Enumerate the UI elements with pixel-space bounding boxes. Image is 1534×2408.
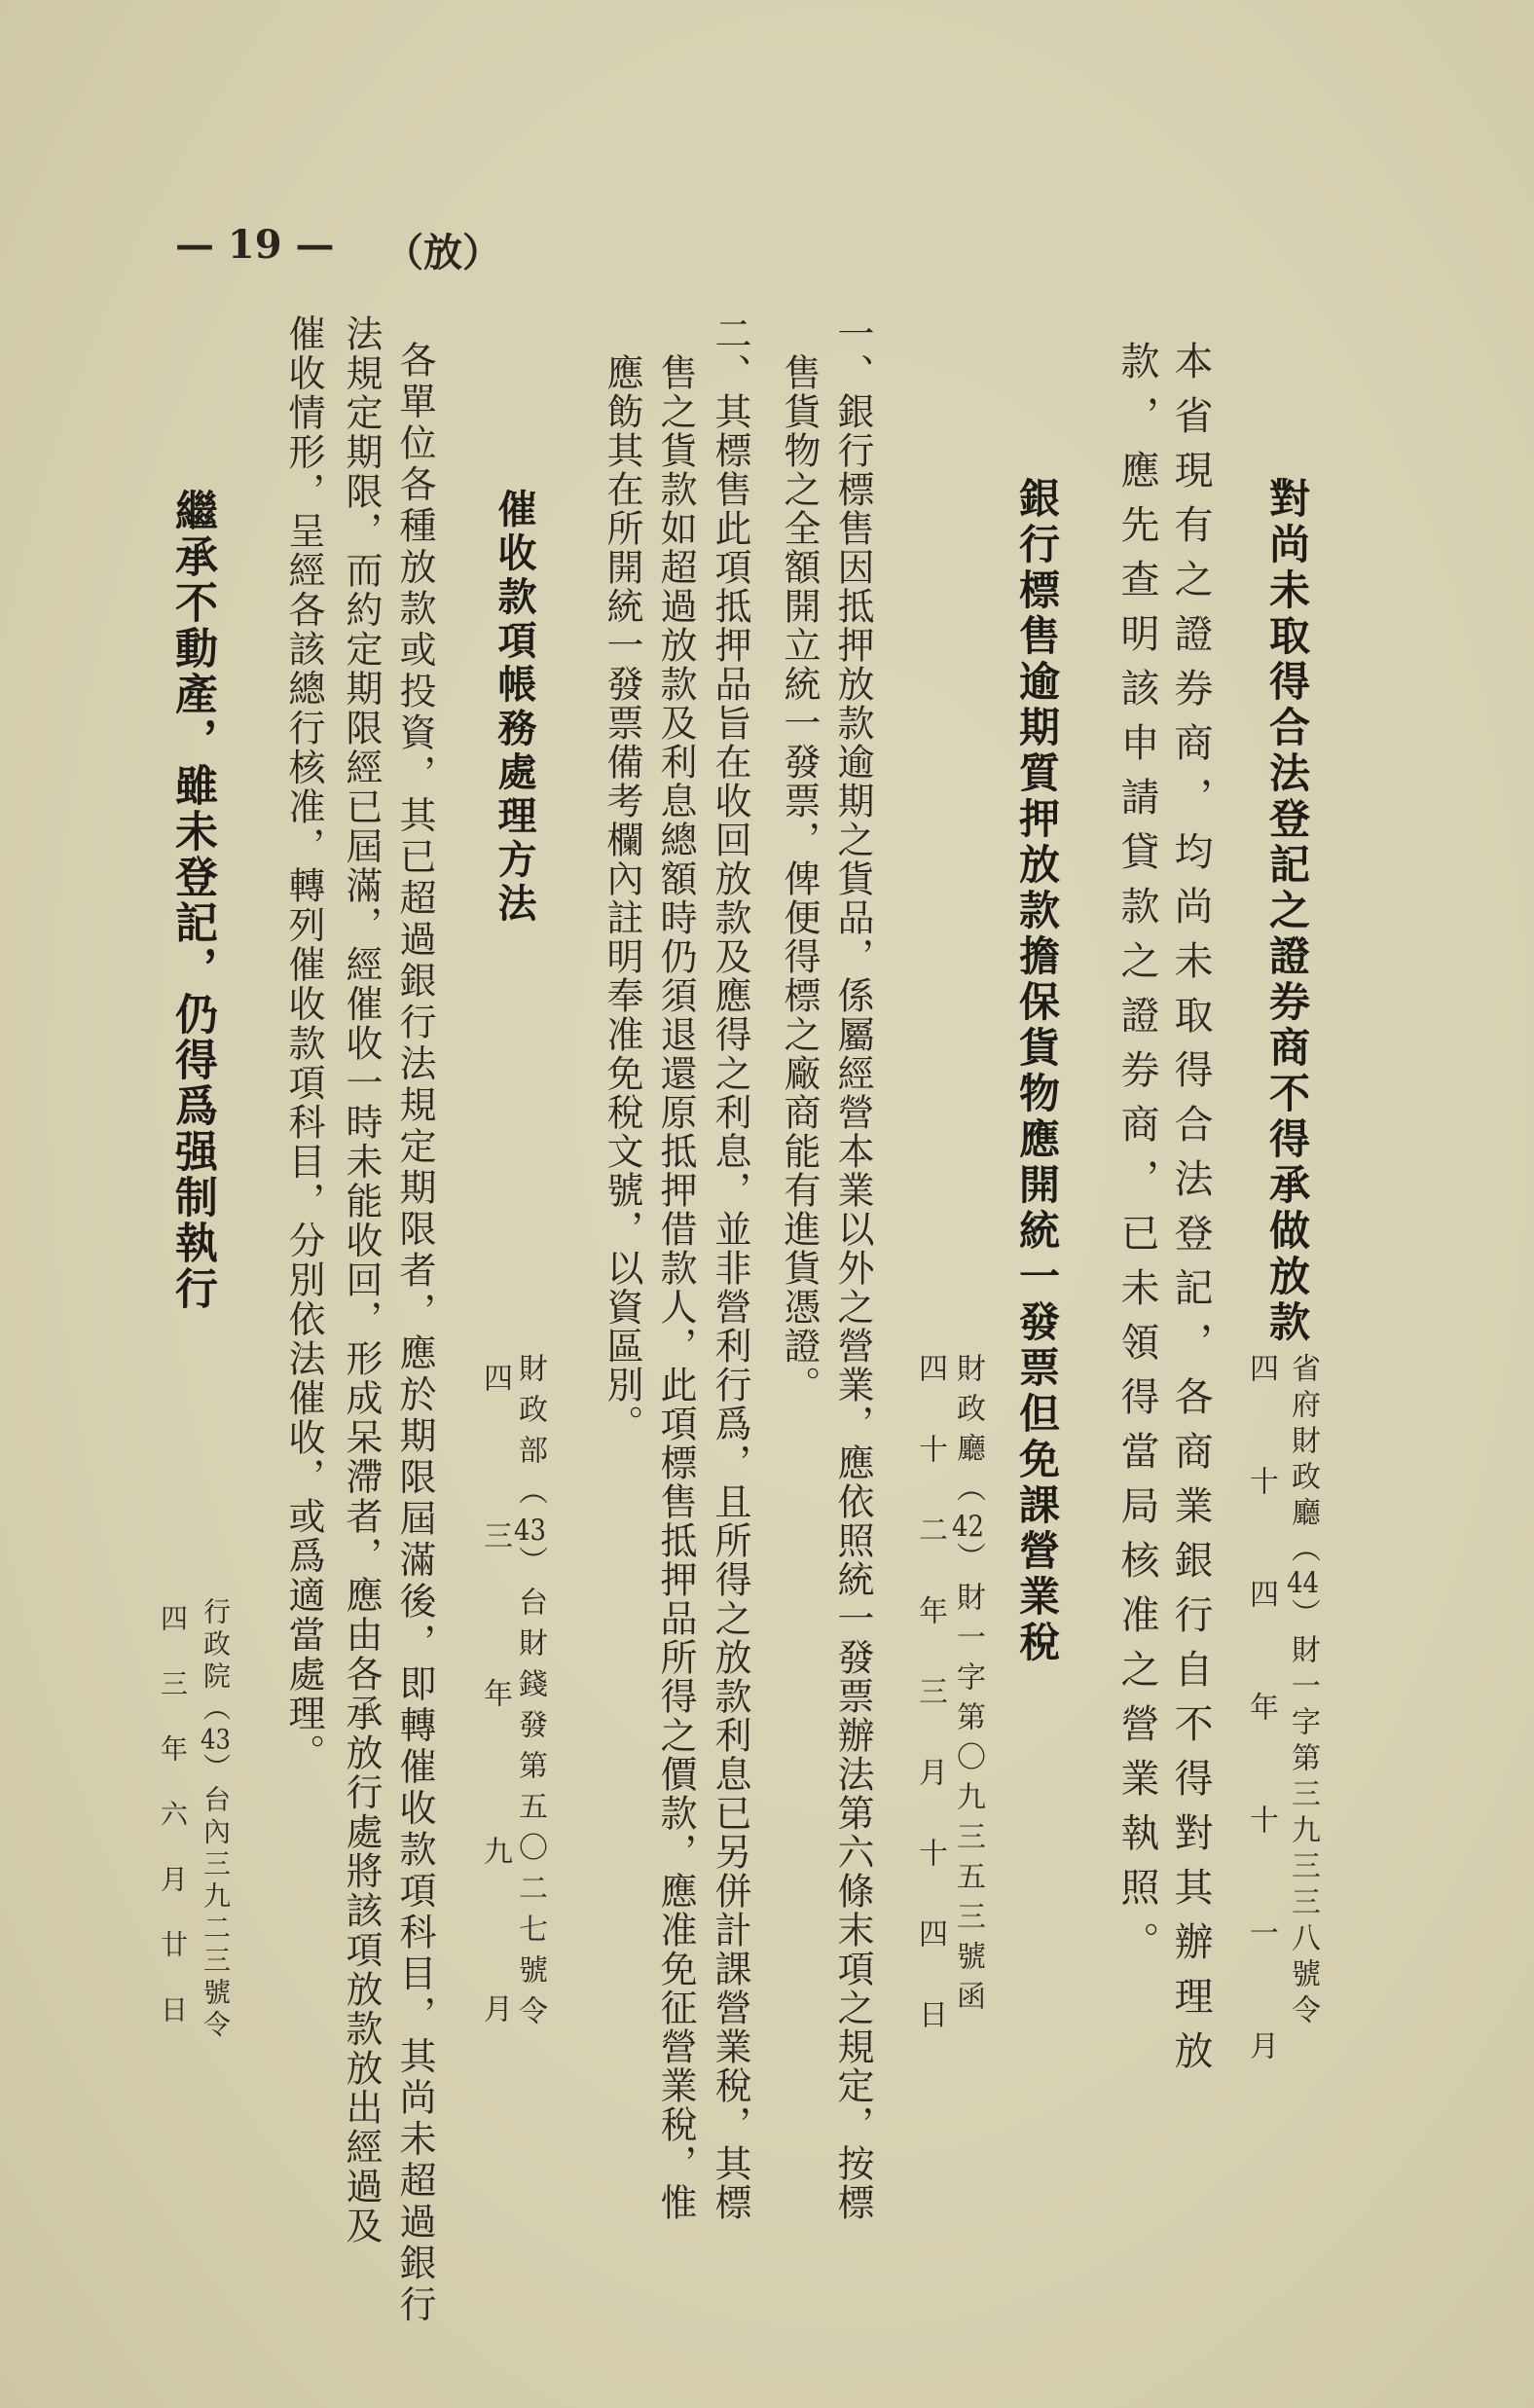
source-year: 42 (952, 1513, 984, 1542)
section-title: 對尚未取得合法登記之證券商不得承做放款 (1263, 477, 1311, 1346)
source-issuer: 財政部（ (513, 1353, 547, 1516)
source-issuer: 財政廳（ (951, 1353, 985, 1513)
source-date: 四十四年十一月 (1244, 1353, 1278, 2143)
source-reference (200, 1597, 232, 2042)
body-line: 款，應先查明該申請貸款之證券商，已未領得當局核准之營業執照。 (1114, 341, 1159, 1976)
section-title: 催收款項帳務處理方法 (492, 489, 536, 927)
page-number: — 19 — (175, 222, 335, 268)
body-line: 催收情形，呈經各該總行核准，轉列催收款項科目，分別依法催收，或爲適當處理。 (282, 314, 325, 1773)
section-title: 銀行標售逾期質押放款擔保貨物應開統一發票但免課營業稅 (1013, 477, 1061, 1666)
body-line: 售貨物之全額開立統一發票，俾便得標之廠商能有進貨憑證。 (778, 353, 821, 1405)
source-year: 43 (514, 1516, 546, 1546)
section-label: （放） (384, 230, 501, 275)
body-line: 各單位各種放款或投資，其已超過銀行法規定期限者，應於期限屆滿後，即轉催收款項科目，其尚未超過銀行 (393, 341, 436, 2326)
source-reference (1286, 1353, 1320, 2030)
body-line: 本省現有之證券商，均尚未取得合法登記，各商業銀行自不得對其辦理放 (1168, 341, 1213, 2085)
source-doc-number: ）台財錢發第五〇二七號令 (513, 1546, 547, 2036)
source-year: 44 (1287, 1569, 1319, 1598)
source-reference (513, 1353, 547, 2036)
body-line: 法規定期限，而約定期限經已屆滿，經催收一時未能收回，形成呆滯者，應由各承放行處將該項放款放出經過及 (340, 314, 383, 2246)
body-line: 二、其標售此項抵押品旨在收回放款及應得之利息，並非營利行爲，且所得之放款利息已另併計課營業稅，其標 (709, 314, 751, 2222)
source-year: 43 (201, 1726, 231, 1753)
source-issuer: 省府財政廳（ (1286, 1353, 1320, 1569)
body-line: 應飭其在所開統一發票備考欄內註明奉准免稅文號，以資區別。 (601, 353, 643, 1443)
source-doc-number: ）財一字第三九三三八號令 (1286, 1598, 1320, 2030)
section-title: 繼承不動產，雖未登記，仍得爲强制執行 (167, 489, 217, 1312)
source-doc-number: ）財一字第〇九三五三號函 (951, 1542, 985, 2021)
body-line: 一、銀行標售因抵押放款逾期之貨品，係屬經營本業以外之營業，應依照統一發票辦法第六條末項之規定，按標 (831, 314, 874, 2222)
source-date: 四十二年三月十四日 (913, 1353, 947, 2080)
source-date: 四三年九月 (478, 1363, 512, 2151)
source-reference (951, 1353, 985, 2021)
source-doc-number: ）台內三九二三號令 (200, 1753, 232, 2042)
body-line: 售之貨款如超過放款及利息總額時仍須退還原抵押借款人，此項標售抵押品所得之價款，應准免征營業稅，惟 (654, 353, 697, 2222)
source-issuer: 行政院（ (200, 1597, 232, 1726)
source-date: 四三年六月廿日 (157, 1604, 189, 2061)
